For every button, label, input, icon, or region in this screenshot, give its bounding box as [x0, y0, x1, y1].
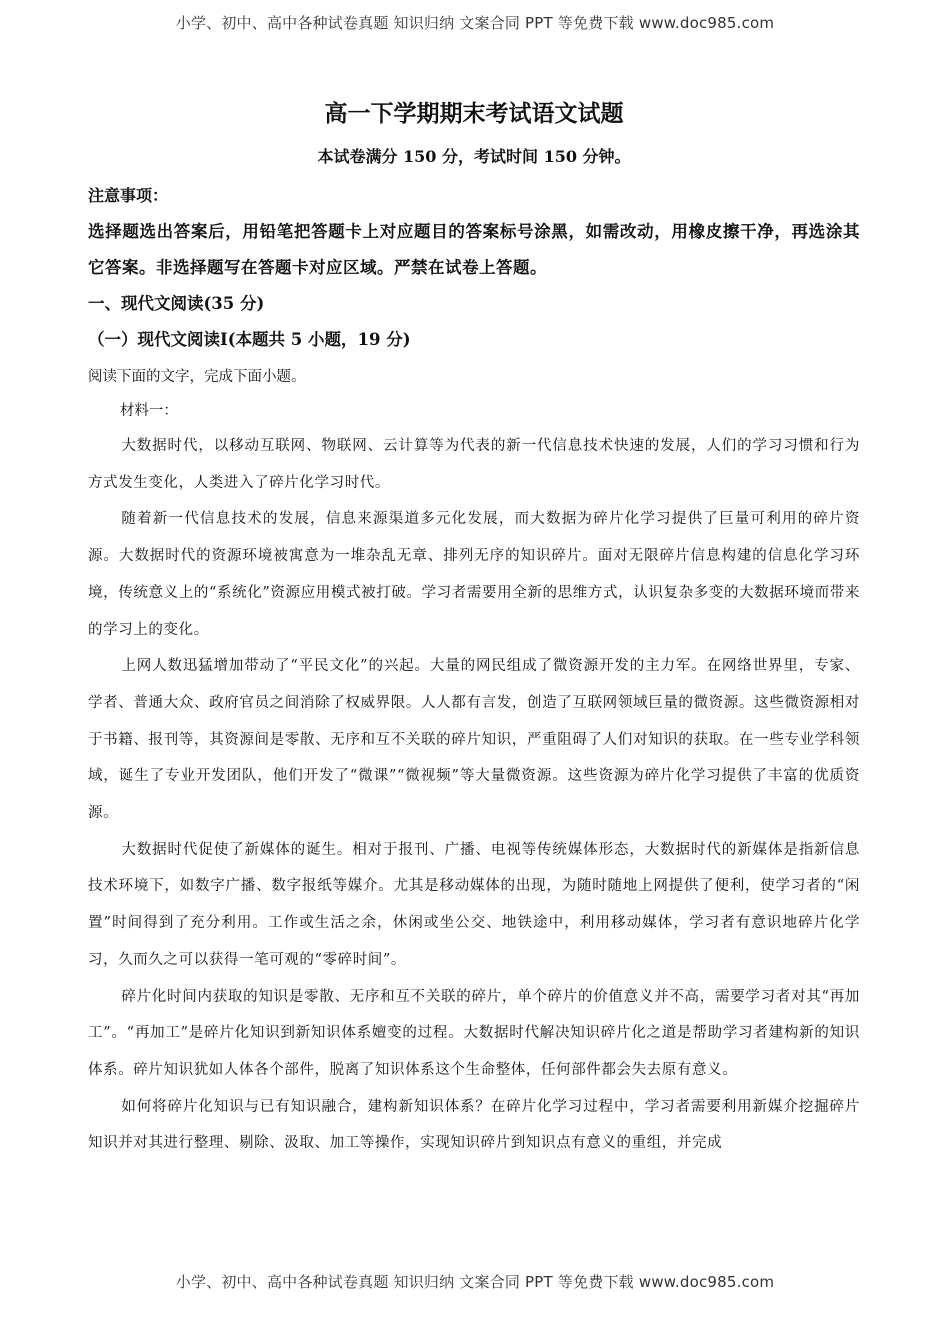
page-footer-watermark: 小学、初中、高中各种试卷真题 知识归纳 文案合同 PPT 等免费下载 www.doc985.com	[175, 1273, 775, 1291]
paragraph: 大数据时代促使了新媒体的诞生。相对于报刊、广播、电视等传统媒体形态，大数据时代的新媒体是指新信息技术环境下，如数字广播、数字报纸等媒介。尤其是移动媒体的出现，为随时随地上网提供了便利，使学习者的“闲置”时间得到了充分利用。工作或生活之余，休闲或坐公交、地铁途中，利用移动媒体，学习者有意识地碎片化学习，久而久之可以获得一笔可观的“零碎时间”。	[88, 841, 860, 968]
notice-heading: 注意事项：	[88, 186, 169, 205]
page-header-watermark: 小学、初中、高中各种试卷真题 知识归纳 文案合同 PPT 等免费下载 www.doc985.com	[175, 14, 775, 32]
reading-instruction: 阅读下面的文字，完成下面小题。	[88, 369, 306, 385]
exam-subtitle: 本试卷满分 150 分，考试时间 150 分钟。	[317, 147, 631, 166]
section-heading: 一、现代文阅读(35 分)	[88, 294, 265, 313]
notice-body: 选择题选出答案后，用铅笔把答题卡上对应题目的答案标号涂黑，如需改动，用橡皮擦干净，再选涂其它答案。非选择题写在答题卡对应区域。严禁在试卷上答题。	[88, 222, 860, 277]
paragraph: 碎片化时间内获取的知识是零散、无序和互不关联的碎片，单个碎片的价值意义并不高，需要学习者对其“再加工”。“再加工”是碎片化知识到新知识体系嬗变的过程。大数据时代解决知识碎片化之道是帮助学习者建构新的知识体系。碎片知识犹如人体各个部件，脱离了知识体系这个生命整体，任何部件都会失去原有意义。	[88, 988, 860, 1078]
subsection-heading: （一）现代文阅读Ⅰ(本题共 5 小题，19 分)	[88, 330, 411, 349]
material-label: 材料一：	[119, 403, 178, 419]
paragraph: 如何将碎片化知识与已有知识融合，建构新知识体系？在碎片化学习过程中，学习者需要利用新媒介挖掘碎片知识并对其进行整理、剔除、汲取、加工等操作，实现知识碎片到知识点有意义的重组，并完成	[88, 1098, 860, 1152]
paragraph: 上网人数迅猛增加带动了“平民文化”的兴起。大量的网民组成了微资源开发的主力军。在网络世界里，专家、学者、普通大众、政府官员之间消除了权威界限。人人都有言发，创造了互联网领域巨量的微资源。这些微资源相对于书籍、报刊等，其资源间是零散、无序和互不关联的碎片知识，严重阻碍了人们对知识的获取。在一些专业学科领域，诞生了专业开发团队，他们开发了“微课”“微视频”等大量微资源。这些资源为碎片化学习提供了丰富的优质资源。	[88, 658, 860, 822]
paragraph: 大数据时代，以移动互联网、物联网、云计算等为代表的新一代信息技术快速的发展，人们的学习习惯和行为方式发生变化，人类进入了碎片化学习时代。	[88, 438, 860, 491]
document-body	[88, 92, 860, 1162]
paragraph: 随着新一代信息技术的发展，信息来源渠道多元化发展，而大数据为碎片化学习提供了巨量可利用的碎片资源。大数据时代的资源环境被寓意为一堆杂乱无章、排列无序的知识碎片。面对无限碎片信息构建的信息化学习环境，传统意义上的“系统化”资源应用模式被打破。学习者需要用全新的思维方式，认识复杂多变的大数据环境而带来的学习上的变化。	[88, 511, 860, 638]
exam-title: 高一下学期期末考试语文试题	[324, 100, 624, 127]
